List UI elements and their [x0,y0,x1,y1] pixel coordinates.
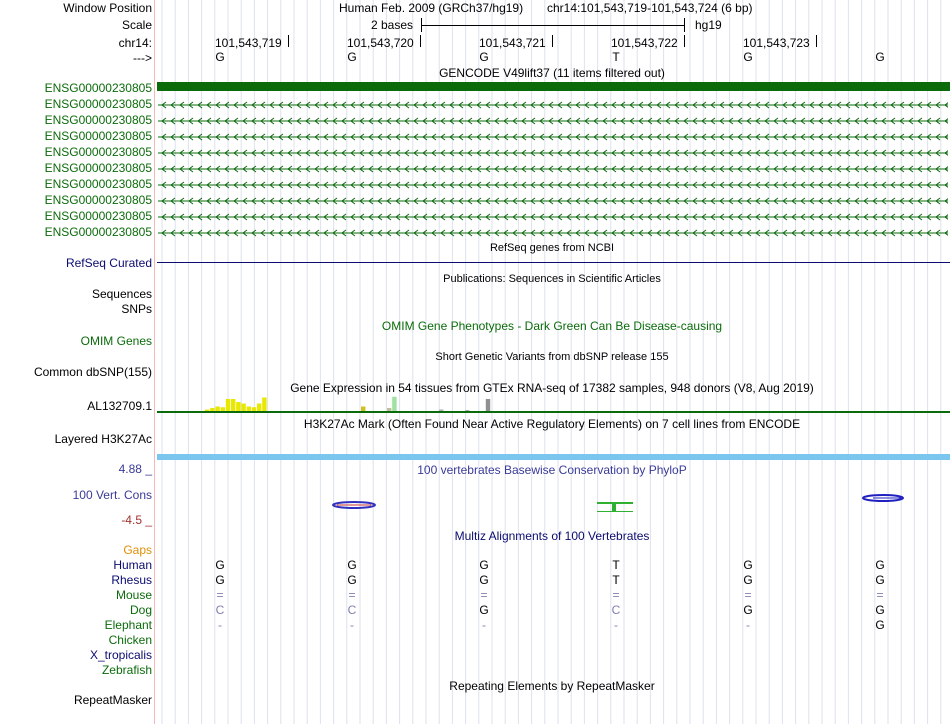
repeatmasker-label[interactable]: RepeatMasker [73,693,152,707]
alignment-base: G [743,573,753,587]
gencode-gene-bar[interactable] [157,82,950,91]
gaps-label[interactable]: Gaps [123,543,152,557]
gencode-gene-label[interactable]: ENSG00000230805 [44,161,152,175]
multiz-track-title: Multiz Alignments of 100 Vertebrates [454,529,650,543]
alignment-base: G [875,618,885,632]
refseq-gene-line[interactable] [157,262,950,263]
gtex-track-title: Gene Expression in 54 tissues from GTEx RNA-seq of 17382 samples, 948 donors (V8, Aug 2019) [290,381,814,395]
gtex-tissue-bar [231,399,235,411]
ruler-coordinate: 101,543,723 [743,36,810,50]
phylop-logo [157,488,950,518]
sequences-label[interactable]: Sequences [91,287,152,301]
alignment-base: G [479,558,489,572]
gencode-transcript-line[interactable] [158,227,948,239]
scale-bar [421,18,685,32]
gencode-transcript-line[interactable] [158,163,948,175]
alignment-base: C [215,603,225,617]
phylop-max-label: 4.88 _ [118,462,152,476]
alignment-base: C [347,603,357,617]
base-letter: G [875,50,885,64]
gtex-tissue-bar [486,399,490,411]
gencode-gene-label[interactable]: ENSG00000230805 [44,81,152,95]
alignment-base: G [875,558,885,572]
alignment-base: C [611,603,621,617]
gencode-gene-label[interactable]: ENSG00000230805 [44,97,152,111]
ruler-tick [288,35,289,47]
alignment-base: - [482,618,486,632]
alignment-base: G [743,603,753,617]
alignment-base: G [347,558,357,572]
gencode-transcript-line[interactable] [158,147,948,159]
gtex-tissue-bar [236,402,240,411]
ruler-tick [684,35,685,47]
h3k27ac-label[interactable]: Layered H3K27Ac [54,432,152,446]
alignment-base: = [348,588,356,602]
alignment-base: T [612,573,620,587]
gtex-tissue-bar [392,397,396,411]
refseq-label[interactable]: RefSeq Curated [65,256,152,270]
publications-track-title: Publications: Sequences in Scientific Articles [443,273,661,285]
ruler-coordinate: 101,543,719 [215,36,282,50]
alignment-base: = [876,588,884,602]
dbsnp-track-title: Short Genetic Variants from dbSNP release 155 [435,351,669,363]
gtex-tissue-bar [241,404,245,412]
gencode-transcript-line[interactable] [158,179,948,191]
ruler-coordinate: 101,543,720 [347,36,414,50]
alignment-base: G [875,573,885,587]
gtex-label[interactable]: AL132709.1 [87,399,152,413]
phylop-label[interactable]: 100 Vert. Cons [72,488,152,502]
alignment-base: = [480,588,488,602]
alignment-base: T [612,558,620,572]
gtex-tissue-bar [257,404,261,412]
gencode-gene-label[interactable]: ENSG00000230805 [44,177,152,191]
scale-db: hg19 [695,18,722,32]
species-label[interactable]: Human [113,558,152,572]
position-text: chr14:101,543,719-101,543,724 (6 bp) [547,1,753,15]
gencode-transcript-line[interactable] [158,211,948,223]
base-letter: T [612,50,620,64]
alignment-base: - [614,618,618,632]
gencode-transcript-line[interactable] [158,99,948,111]
alignment-base: - [350,618,354,632]
chrom-label: chr14: [118,36,152,50]
ruler-tick [552,35,553,47]
gencode-gene-label[interactable]: ENSG00000230805 [44,209,152,223]
base-letter: G [479,50,489,64]
gtex-tissue-bar [262,398,266,412]
base-letter: G [215,50,225,64]
phylop-min-label: -4.5 _ [121,513,152,527]
gencode-gene-label[interactable]: ENSG00000230805 [44,129,152,143]
base-letter: G [347,50,357,64]
alignment-base: G [347,573,357,587]
repeatmasker-track-title: Repeating Elements by RepeatMasker [449,679,655,693]
alignment-base: G [875,603,885,617]
base-letter: G [743,50,753,64]
alignment-base: - [218,618,222,632]
alignment-base: = [612,588,620,602]
alignment-base: = [216,588,224,602]
alignment-base: G [479,573,489,587]
alignment-base: G [215,573,225,587]
scale-text: 2 bases [371,18,414,32]
gencode-track-title: GENCODE V49lift37 (11 items filtered out) [439,66,665,80]
phylop-track-title: 100 vertebrates Basewise Conservation by PhyloP [417,463,687,477]
omim-track-title: OMIM Gene Phenotypes - Dark Green Can Be Disease-causing [381,319,723,333]
species-label[interactable]: Dog [129,603,152,617]
alignment-base: G [743,558,753,572]
omim-label[interactable]: OMIM Genes [80,334,152,348]
ruler-tick [420,35,421,47]
gencode-gene-label[interactable]: ENSG00000230805 [44,193,152,207]
strand-label: ---> [133,51,152,65]
gencode-gene-label[interactable]: ENSG00000230805 [44,225,152,239]
gencode-gene-label[interactable]: ENSG00000230805 [44,113,152,127]
gtex-expression-bars[interactable] [157,396,950,412]
gencode-transcript-line[interactable] [158,195,948,207]
gtex-tissue-bar [226,399,230,411]
assembly-text: Human Feb. 2009 (GRCh37/hg19) [339,1,524,15]
gencode-transcript-line[interactable] [158,115,948,127]
species-label[interactable]: X_tropicalis [89,648,152,662]
h3k27ac-signal-bar[interactable] [157,454,950,460]
ruler-tick [816,35,817,47]
alignment-base: = [744,588,752,602]
gencode-gene-label[interactable]: ENSG00000230805 [44,145,152,159]
snps-label[interactable]: SNPs [121,302,152,316]
ruler-coordinate: 101,543,721 [479,36,546,50]
alignment-base: G [479,603,489,617]
species-label[interactable]: Mouse [115,588,152,602]
species-label[interactable]: Chicken [108,633,152,647]
window-position-label: Window Position [63,1,152,15]
ruler-coordinate: 101,543,722 [611,36,678,50]
species-label[interactable]: Elephant [104,618,152,632]
alignment-base: - [746,618,750,632]
scale-label: Scale [121,18,152,32]
species-label[interactable]: Zebrafish [101,663,152,677]
dbsnp-label[interactable]: Common dbSNP(155) [33,365,152,379]
h3k27ac-track-title: H3K27Ac Mark (Often Found Near Active Regulatory Elements) on 7 cell lines from ENCODE [303,417,801,431]
species-label[interactable]: Rhesus [111,573,152,587]
refseq-track-title: RefSeq genes from NCBI [489,242,615,254]
label-column-separator [154,0,155,724]
gtex-gene-line [157,411,950,413]
gencode-transcript-line[interactable] [158,131,948,143]
alignment-base: G [215,558,225,572]
